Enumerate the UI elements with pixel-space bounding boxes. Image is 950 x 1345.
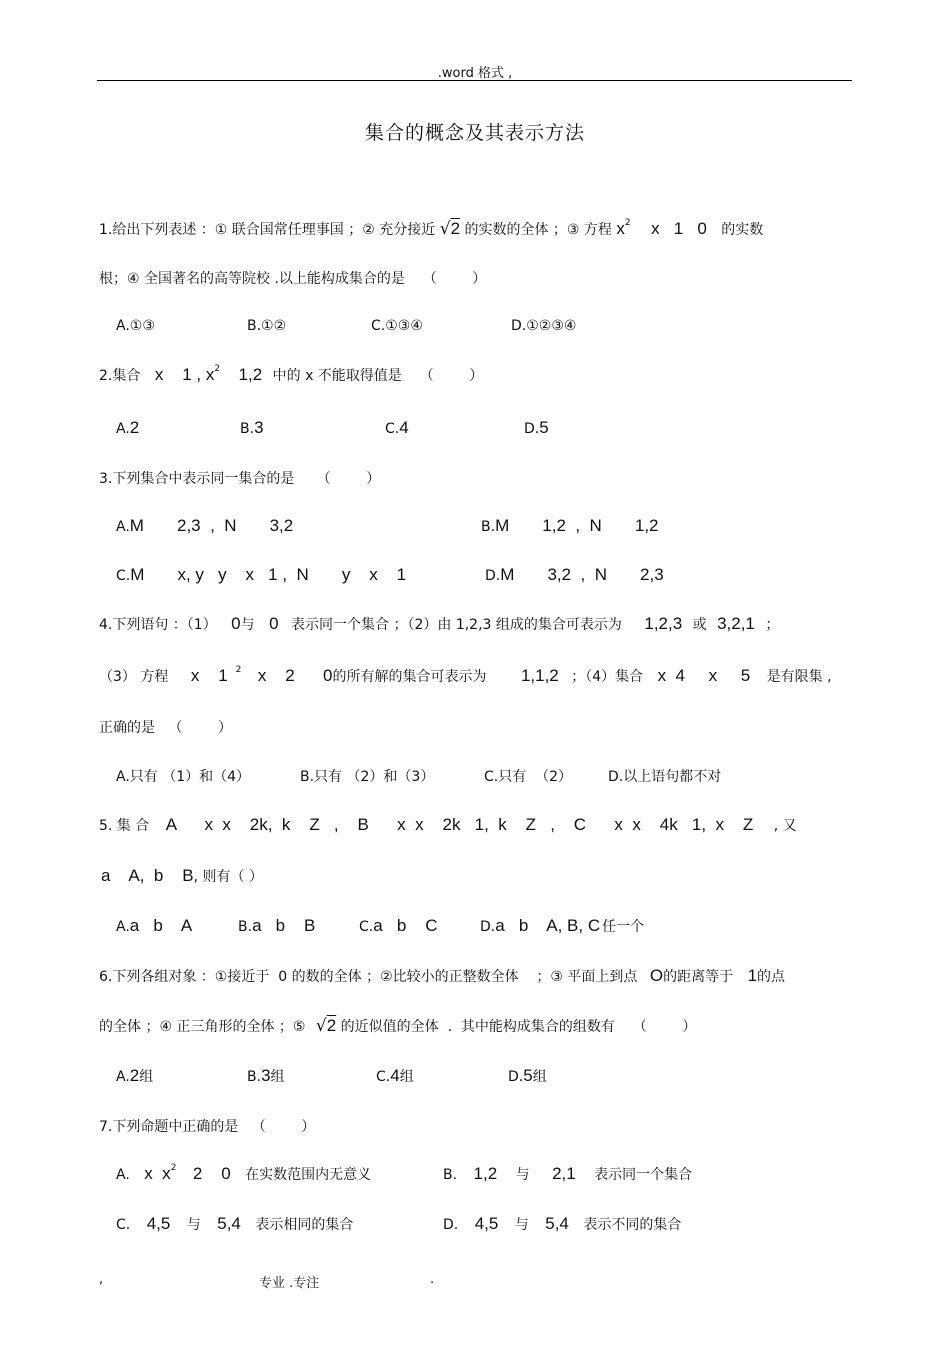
math-expression: x: [616, 219, 625, 238]
question-3-stem: 3.下列集合中表示同一集合的是 （ ）: [99, 471, 381, 487]
option-d: [524, 418, 549, 438]
option-label: D.: [485, 568, 501, 584]
option-math: 5,4: [545, 1214, 569, 1233]
math-expression: 3,2,1: [717, 614, 755, 633]
superscript: 2: [214, 364, 221, 374]
question-1-line-2: 根；④ 全国著名的高等院校 .以上能构成集合的是 （ ）: [99, 271, 487, 287]
option-label: A.: [116, 1069, 130, 1085]
question-4-line-1: [99, 614, 779, 634]
option-text: 在实数范围内无意义: [245, 1167, 372, 1183]
option-a: A.①③: [116, 318, 155, 334]
option-math: M 3,2 , N 2,3: [500, 565, 664, 584]
question-7-stem: 7.下列命题中正确的是 （ ）: [99, 1119, 316, 1135]
option-text: 组: [270, 1069, 285, 1085]
option-c: [385, 418, 409, 438]
option-value: 5: [539, 418, 549, 437]
option-label: A.: [116, 1167, 130, 1183]
option-text: 表示同一个集合: [594, 1167, 693, 1183]
option-a: A.只有 （1）和（4）: [116, 769, 251, 785]
option-math: 4,5: [474, 1214, 499, 1233]
option-label: A.: [116, 919, 130, 935]
question-6-line-1: [99, 966, 785, 986]
option-text: 任一个: [602, 919, 645, 935]
option-value: 4: [390, 1066, 400, 1085]
option-c: [116, 1214, 353, 1234]
math-expression: 1,2: [238, 365, 263, 384]
question-1-line-1: [99, 219, 763, 239]
math-expression: 1,1,2: [520, 666, 559, 685]
option-b: [238, 916, 315, 936]
option-value: 5: [523, 1066, 533, 1085]
question-text: 的点: [757, 969, 786, 985]
math-expression: x 1 , x: [154, 365, 215, 384]
question-text: 的所有解的集合可表示为: [332, 669, 487, 685]
option-a: [116, 1066, 153, 1086]
footer-left: ,: [99, 1272, 104, 1287]
option-c: C.①③④: [371, 318, 423, 334]
option-d: [508, 1066, 547, 1086]
header-rule: [97, 80, 852, 81]
question-text: , 又: [773, 818, 797, 834]
question-text: 表示同一个集合 ；（2）由 1,2,3 组成的集合可表示为: [291, 617, 622, 633]
option-math: M 1,2 , N 1,2: [495, 516, 659, 535]
question-text: 2.集合: [99, 368, 141, 384]
option-math: a b A: [129, 916, 193, 935]
math-expression: a A, b B: [101, 866, 194, 885]
option-a: [116, 916, 192, 936]
math-expression: x 1 0: [651, 219, 707, 238]
option-value: 3: [254, 418, 264, 437]
option-b: [443, 1164, 692, 1184]
option-b: [481, 516, 659, 536]
option-label: C.: [359, 919, 374, 935]
question-text: （3） 方程: [99, 669, 169, 685]
question-text: ；: [765, 617, 780, 633]
question-text: 的实数: [721, 222, 764, 238]
math-expression: x 4 x 5: [657, 666, 751, 685]
option-math: 5,4: [217, 1214, 241, 1233]
question-text: 的近似值的全体 . 其中能构成集合的组数有 （ ）: [340, 1019, 697, 1035]
math-expression: 1,2,3: [644, 614, 683, 633]
option-label: D.: [480, 919, 496, 935]
math-expression: x 2 0: [257, 666, 333, 685]
option-text: 组: [139, 1069, 154, 1085]
option-label: B.: [238, 919, 253, 935]
option-value: 2: [129, 418, 140, 437]
question-text: ；（4）集合: [571, 669, 644, 685]
question-6-line-2: [99, 1016, 696, 1036]
option-math: x x: [144, 1164, 171, 1183]
option-b: [240, 418, 264, 438]
option-value: 3: [261, 1066, 271, 1085]
question-text: 1.给出下列表述 ：① 联合国常任理事国 ；② 充分接近: [99, 222, 436, 238]
math-expression: 1: [747, 966, 758, 985]
option-a: [116, 418, 139, 438]
option-label: C.: [385, 421, 400, 437]
option-a: [116, 516, 293, 536]
question-text: 6.下列各组对象 ：①接近于 0 的数的全体 ；②比较小的正整数全体 ；③ 平面上到点: [99, 969, 638, 985]
math-expression: x 1: [190, 666, 228, 685]
option-label: A.: [116, 519, 130, 535]
option-label: D.: [508, 1069, 524, 1085]
option-c: [376, 1066, 414, 1086]
math-value: 2: [450, 219, 461, 238]
option-c: C.只有 （2）: [484, 769, 573, 785]
superscript: 2: [235, 665, 242, 675]
option-math: 4,5: [146, 1214, 171, 1233]
question-text: , 则有（ ）: [193, 869, 263, 885]
option-math: 1,2: [473, 1164, 498, 1183]
math-expression: A x x 2k, k Z , B x x 2k 1, k Z , C x x 4k 1, x Z: [165, 815, 754, 834]
question-text: 4.下列语句 ：（1）: [99, 617, 217, 633]
option-label: D.: [524, 421, 540, 437]
superscript: 2: [170, 1163, 177, 1173]
page-header: .word 格式 ,: [437, 66, 513, 81]
math-expression: 0: [231, 614, 241, 633]
math-value: 2: [326, 1016, 337, 1035]
question-2-line-1: [99, 365, 483, 385]
option-text: 与: [515, 1167, 530, 1183]
question-4-line-3: 正确的是 （ ）: [99, 720, 232, 736]
document-title: 集合的概念及其表示方法: [364, 122, 585, 144]
footer-right: .: [430, 1272, 435, 1287]
option-label: A.: [116, 421, 130, 437]
option-b: B.只有 （2）和（3）: [300, 769, 435, 785]
option-text: 组: [399, 1069, 414, 1085]
option-label: B.: [481, 519, 496, 535]
option-math: 2,1: [552, 1164, 576, 1183]
option-label: B.: [240, 421, 255, 437]
option-label: B.: [247, 1069, 262, 1085]
option-text: 与: [186, 1217, 201, 1233]
option-value: 2: [129, 1066, 140, 1085]
option-c: [116, 565, 406, 585]
question-text: 的全体 ；④ 正三角形的全体 ；⑤: [99, 1019, 306, 1035]
option-label: C.: [376, 1069, 391, 1085]
question-text: 或: [692, 617, 707, 633]
option-a: [116, 1164, 371, 1184]
option-b: B.①②: [247, 318, 287, 334]
option-math: a b C: [373, 916, 438, 935]
question-text: 的实数的全体 ；③ 方程: [464, 222, 612, 238]
option-label: D.: [443, 1217, 459, 1233]
option-label: B.: [443, 1167, 458, 1183]
superscript: 2: [624, 218, 631, 228]
option-math: 2 0: [192, 1164, 231, 1183]
math-expression: 0: [269, 614, 279, 633]
sqrt-symbol: √2: [315, 1016, 337, 1036]
option-math: a b B: [252, 916, 316, 935]
option-text: 组: [532, 1069, 547, 1085]
option-d: D.①②③④: [511, 318, 577, 334]
question-text: 是有限集 ,: [766, 669, 832, 685]
question-text: 与: [240, 617, 255, 633]
sqrt-symbol: √2: [439, 219, 461, 239]
option-c: [359, 916, 437, 936]
question-text: 中的 x 不能取得值是 （ ）: [272, 368, 484, 384]
footer-center: 专业 .专注: [259, 1276, 320, 1291]
option-math: M x, y y x 1 , N y x 1: [130, 565, 407, 584]
question-text: 的距离等于: [663, 969, 734, 985]
question-4-line-2: [99, 666, 832, 686]
option-text: 表示不同的集合: [583, 1217, 682, 1233]
math-expression: O: [649, 966, 664, 985]
option-label: C.: [116, 1217, 131, 1233]
question-text: 5. 集 合: [99, 818, 150, 834]
option-text: 与: [514, 1217, 529, 1233]
option-math: a b A, B, C: [495, 916, 601, 935]
option-math: M 2,3 , N 3,2: [129, 516, 294, 535]
question-5-line-1: [99, 815, 797, 835]
option-d: [485, 565, 664, 585]
option-text: 表示相同的集合: [255, 1217, 354, 1233]
option-value: 4: [399, 418, 409, 437]
option-d: D.以上语句都不对: [608, 769, 722, 785]
question-5-line-2: [101, 866, 263, 886]
option-label: C.: [116, 568, 131, 584]
option-d: [480, 916, 644, 936]
option-b: [247, 1066, 285, 1086]
option-d: [443, 1214, 681, 1234]
